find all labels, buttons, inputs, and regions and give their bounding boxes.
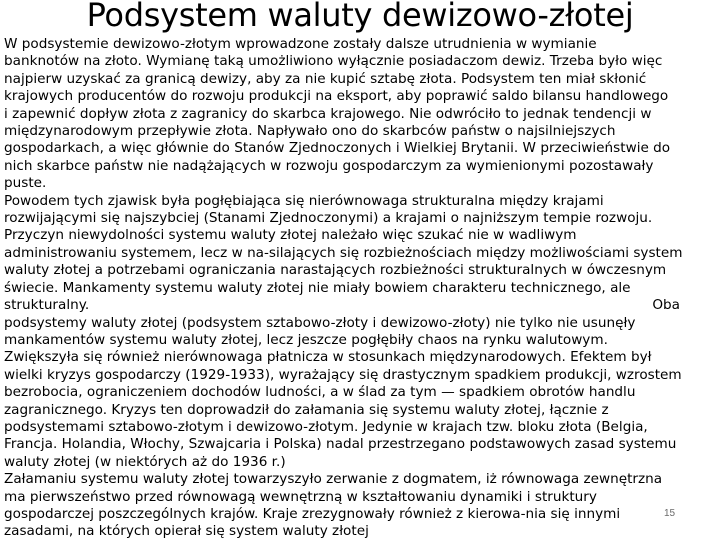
text-line: waluty złotej a potrzebami ograniczania narastających rozbieżności strukturalnych w ówczesnym [4,262,667,279]
text-line: ma pierwszeństwo przed równowagą wewnętrzną w kształtowaniu dynamiki i struktury [4,488,597,505]
text-line: banknotów na złoto. Wymianę taką umożliwiono wyłącznie posiadaczom dewiz. Trzeba było więc [4,53,663,70]
text-line: podsystemami sztabowo-złotym i dewizowo-złotym. Jedynie w krajach tzw. bloku złota (Belgia, [4,418,648,435]
text-line-split [4,297,720,314]
text-line: zasadami, na których opierał się system waluty złotej [4,523,369,540]
text-line: W podsystemie dewizowo-złotym wprowadzone zostały dalsze utrudnienia w wymianie [4,36,597,52]
slide-body-text [4,36,720,540]
text-line: Przyczyn niewydolności systemu waluty złotej należało więc szukać nie w wadliwym [4,227,577,244]
text-line: najpierw uzyskać za granicą dewizy, aby za nie kupić sztabę złota. Podsystem ten miał skłonić [4,70,647,87]
text-line: świecie. Mankamenty systemu waluty złotej nie miały bowiem charakteru technicznego, ale [4,279,631,296]
text-line: waluty złotej (w niektórych aż do 1936 r.) [4,453,286,470]
text-line: rozwijającymi się najszybciej (Stanami Zjednoczonymi) a krajami o najniższym tempie rozwoju. [4,210,653,227]
split-line-right: Oba [652,297,680,314]
page-number: 15 [664,508,676,519]
text-line: międzynarodowym przepływie złota. Napływało ono do skarbców państw o najsilniejszych [4,123,616,140]
text-line: zagranicznego. Kryzys ten doprowadził do załamania się systemu waluty złotej, łącznie z [4,401,609,418]
text-line: wielki kryzys gospodarczy (1929-1933), wyrażający się drastycznym spadkiem produkcji, wzrostem [4,366,682,383]
text-line: Powodem tych zjawisk była pogłębiająca się nierównowaga strukturalna między krajami [4,192,604,209]
split-line-left: strukturalny. [4,297,90,314]
text-line: mankamentów systemu waluty złotej, lecz jeszcze pogłębiły chaos na rynku walutowym. [4,331,608,348]
text-line: krajowych producentów do rozwoju produkcji na eksport, aby poprawić saldo bilansu handlowego [4,88,669,105]
text-line: bezrobocia, ograniczeniem dochodów ludności, a w ślad za tym — spadkiem obrotów handlu [4,384,636,401]
text-line: Zwiększyła się również nierównowaga płatnicza w stosunkach międzynarodowych. Efektem był [4,349,652,366]
text-line: puste. [4,175,47,192]
text-line: Załamaniu systemu waluty złotej towarzyszyło zerwanie z dogmatem, iż równowaga zewnętrzna [4,471,663,488]
text-line: administrowaniu systemem, lecz w na-silających się rozbieżnościach między możliwościami system [4,244,683,261]
text-line: gospodarkach, a więc głównie do Stanów Zjednoczonych i Wielkiej Brytanii. W przeciwieństwie do [4,140,671,157]
slide-title: Podsystem waluty dewizowo-złotej [86,0,634,34]
text-line: nich skarbce państw nie nadążających w rozwoju gospodarczym za wymienionymi pozostawały [4,157,654,174]
text-line: Francja. Holandia, Włochy, Szwajcaria i Polska) nadal przestrzegano podstawowych zasad systemu [4,436,677,453]
text-line: i zapewnić dopływ złota z zagranicy do skarbca krajowego. Nie odwróciło to jednak tendencji w [4,105,652,122]
text-line: podsystemy waluty złotej (podsystem sztabowo-złoty i dewizowo-złoty) nie tylko nie usunęły [4,314,636,331]
text-line: gospodarczej poszczególnych krajów. Kraje zrezygnowały również z kierowa-nia się innymi [4,505,621,522]
